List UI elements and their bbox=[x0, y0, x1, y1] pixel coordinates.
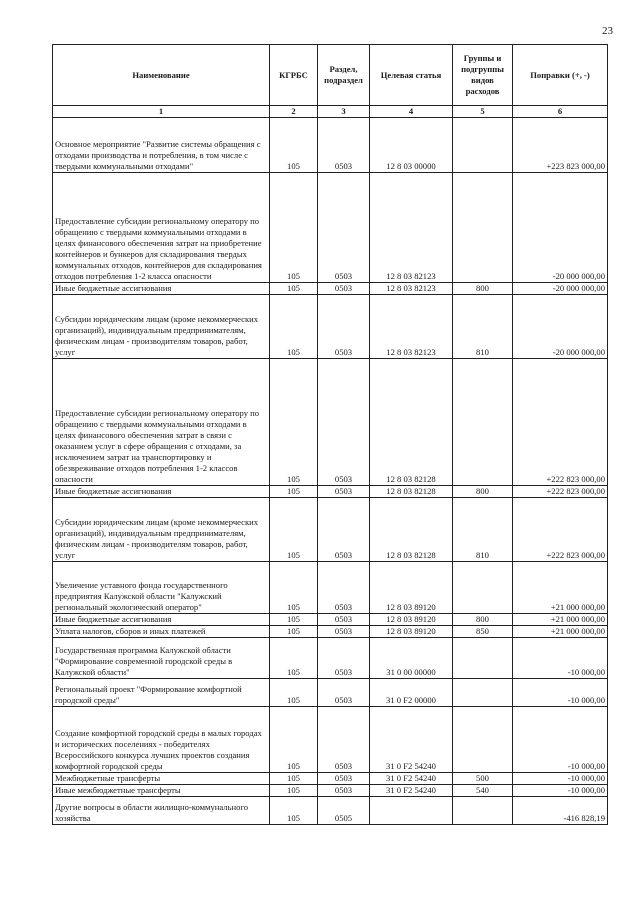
row-target: 12 8 03 82123 bbox=[370, 283, 453, 295]
header-groups: Группы и подгруппы видов расходов bbox=[453, 45, 513, 106]
table-row bbox=[53, 486, 608, 498]
row-kgrbs: 105 bbox=[270, 707, 318, 773]
row-section: 0503 bbox=[318, 638, 370, 679]
row-section: 0503 bbox=[318, 614, 370, 626]
row-target: 12 8 03 82128 bbox=[370, 498, 453, 562]
row-amount: -20 000 000,00 bbox=[513, 283, 608, 295]
row-section: 0503 bbox=[318, 707, 370, 773]
row-section: 0503 bbox=[318, 486, 370, 498]
row-group bbox=[453, 173, 513, 283]
row-section: 0503 bbox=[318, 785, 370, 797]
row-kgrbs: 105 bbox=[270, 773, 318, 785]
row-group: 800 bbox=[453, 283, 513, 295]
table-row bbox=[53, 295, 608, 359]
row-amount: -20 000 000,00 bbox=[513, 295, 608, 359]
row-amount: +222 823 000,00 bbox=[513, 498, 608, 562]
row-amount: +21 000 000,00 bbox=[513, 614, 608, 626]
row-name: Межбюджетные трансферты bbox=[53, 773, 270, 785]
table-row bbox=[53, 707, 608, 773]
row-name: Увеличение уставного фонда государственного предприятия Калужской области "Калужский региональный экологический оператор" bbox=[53, 562, 270, 614]
row-section: 0503 bbox=[318, 173, 370, 283]
row-group bbox=[453, 562, 513, 614]
row-target: 31 0 F2 54240 bbox=[370, 707, 453, 773]
header-kgrbs: КГРБС bbox=[270, 45, 318, 106]
row-section: 0503 bbox=[318, 679, 370, 707]
row-kgrbs: 105 bbox=[270, 785, 318, 797]
row-kgrbs: 105 bbox=[270, 614, 318, 626]
row-target: 12 8 03 82123 bbox=[370, 295, 453, 359]
row-name: Создание комфортной городской среды в малых городах и исторических поселениях - победителях Всероссийского конкурса лучших проектов создания комфортной городской среды bbox=[53, 707, 270, 773]
table-row bbox=[53, 679, 608, 707]
row-name: Другие вопросы в области жилищно-коммунального хозяйства bbox=[53, 797, 270, 825]
header-target: Целевая статья bbox=[370, 45, 453, 106]
col-index: 1 bbox=[53, 106, 270, 118]
row-name: Государственная программа Калужской области "Формирование современной городской среды в Калужской области" bbox=[53, 638, 270, 679]
row-target bbox=[370, 797, 453, 825]
row-amount: +21 000 000,00 bbox=[513, 562, 608, 614]
table-row bbox=[53, 562, 608, 614]
row-target: 31 0 F2 00000 bbox=[370, 679, 453, 707]
row-target: 12 8 03 89120 bbox=[370, 614, 453, 626]
row-amount: -10 000,00 bbox=[513, 638, 608, 679]
table-row bbox=[53, 359, 608, 486]
row-name: Предоставление субсидии региональному оператору по обращению с твердыми коммунальными отходами в целях финансового обеспечения затрат в связи с оказанием услуг в сфере обращения с отходами, за исключением затрат на транспортировку и обезвреживание отходов потребления 1-2 классов опасности bbox=[53, 359, 270, 486]
row-group: 800 bbox=[453, 486, 513, 498]
table-row bbox=[53, 614, 608, 626]
row-section: 0503 bbox=[318, 562, 370, 614]
row-section: 0503 bbox=[318, 118, 370, 173]
row-amount: -416 828,19 bbox=[513, 797, 608, 825]
col-index: 2 bbox=[270, 106, 318, 118]
row-kgrbs: 105 bbox=[270, 118, 318, 173]
row-section: 0503 bbox=[318, 283, 370, 295]
row-kgrbs: 105 bbox=[270, 173, 318, 283]
row-name: Предоставление субсидии региональному оператору по обращению с твердыми коммунальными отходами в целях финансового обеспечения затрат на приобретение контейнеров и бункеров для складирования твердых коммунальных отходов, контейнеров для складирования отходов потребления 1-2 класса опасности bbox=[53, 173, 270, 283]
row-group bbox=[453, 359, 513, 486]
row-group: 500 bbox=[453, 773, 513, 785]
row-amount: -10 000,00 bbox=[513, 707, 608, 773]
row-amount: -20 000 000,00 bbox=[513, 173, 608, 283]
row-kgrbs: 105 bbox=[270, 562, 318, 614]
row-group bbox=[453, 707, 513, 773]
row-kgrbs: 105 bbox=[270, 283, 318, 295]
row-group bbox=[453, 679, 513, 707]
row-amount: +223 823 000,00 bbox=[513, 118, 608, 173]
row-amount: +222 823 000,00 bbox=[513, 359, 608, 486]
table-row bbox=[53, 773, 608, 785]
row-amount: +222 823 000,00 bbox=[513, 486, 608, 498]
row-kgrbs: 105 bbox=[270, 797, 318, 825]
table-row bbox=[53, 797, 608, 825]
header-amend: Поправки (+, -) bbox=[513, 45, 608, 106]
row-name: Основное мероприятие "Развитие системы обращения с отходами производства и потребления, в том числе с твердыми коммунальными отходами" bbox=[53, 118, 270, 173]
row-amount: -10 000,00 bbox=[513, 773, 608, 785]
row-name: Иные межбюджетные трансферты bbox=[53, 785, 270, 797]
col-index: 5 bbox=[453, 106, 513, 118]
row-name: Субсидии юридическим лицам (кроме некоммерческих организаций), индивидуальным предпринимателям, физическим лицам - производителям товаров, работ, услуг bbox=[53, 295, 270, 359]
row-group bbox=[453, 797, 513, 825]
row-name: Иные бюджетные ассигнования bbox=[53, 614, 270, 626]
header-row bbox=[53, 45, 608, 106]
row-section: 0503 bbox=[318, 295, 370, 359]
row-group: 810 bbox=[453, 498, 513, 562]
row-target: 31 0 F2 54240 bbox=[370, 773, 453, 785]
page-number: 23 bbox=[602, 25, 613, 37]
row-section: 0503 bbox=[318, 498, 370, 562]
table-row bbox=[53, 173, 608, 283]
row-name: Региональный проект "Формирование комфортной городской среды" bbox=[53, 679, 270, 707]
row-kgrbs: 105 bbox=[270, 679, 318, 707]
table-row bbox=[53, 118, 608, 173]
row-section: 0503 bbox=[318, 359, 370, 486]
table-row bbox=[53, 785, 608, 797]
row-group bbox=[453, 638, 513, 679]
row-target: 31 0 00 00000 bbox=[370, 638, 453, 679]
row-amount: -10 000,00 bbox=[513, 679, 608, 707]
row-amount: +21 000 000,00 bbox=[513, 626, 608, 638]
table-row bbox=[53, 498, 608, 562]
row-group: 810 bbox=[453, 295, 513, 359]
row-name: Субсидии юридическим лицам (кроме некоммерческих организаций), индивидуальным предпринимателям, физическим лицам - производителям товаров, работ, услуг bbox=[53, 498, 270, 562]
row-target: 12 8 03 89120 bbox=[370, 626, 453, 638]
budget-table bbox=[52, 44, 608, 825]
row-group: 800 bbox=[453, 614, 513, 626]
row-kgrbs: 105 bbox=[270, 359, 318, 486]
row-kgrbs: 105 bbox=[270, 626, 318, 638]
row-target: 12 8 03 89120 bbox=[370, 562, 453, 614]
row-section: 0503 bbox=[318, 773, 370, 785]
row-target: 12 8 03 82128 bbox=[370, 486, 453, 498]
row-kgrbs: 105 bbox=[270, 638, 318, 679]
table-row bbox=[53, 638, 608, 679]
table-row bbox=[53, 626, 608, 638]
col-index: 6 bbox=[513, 106, 608, 118]
col-index: 3 bbox=[318, 106, 370, 118]
col-index: 4 bbox=[370, 106, 453, 118]
row-amount: -10 000,00 bbox=[513, 785, 608, 797]
row-kgrbs: 105 bbox=[270, 486, 318, 498]
row-kgrbs: 105 bbox=[270, 295, 318, 359]
row-section: 0505 bbox=[318, 797, 370, 825]
row-name: Иные бюджетные ассигнования bbox=[53, 486, 270, 498]
row-target: 31 0 F2 54240 bbox=[370, 785, 453, 797]
row-target: 12 8 03 82123 bbox=[370, 173, 453, 283]
header-name: Наименование bbox=[53, 45, 270, 106]
row-target: 12 8 03 82128 bbox=[370, 359, 453, 486]
table-row bbox=[53, 283, 608, 295]
row-kgrbs: 105 bbox=[270, 498, 318, 562]
row-group: 540 bbox=[453, 785, 513, 797]
row-target: 12 8 03 00000 bbox=[370, 118, 453, 173]
row-section: 0503 bbox=[318, 626, 370, 638]
row-group bbox=[453, 118, 513, 173]
header-section: Раздел, подраздел bbox=[318, 45, 370, 106]
row-name: Уплата налогов, сборов и иных платежей bbox=[53, 626, 270, 638]
row-name: Иные бюджетные ассигнования bbox=[53, 283, 270, 295]
row-group: 850 bbox=[453, 626, 513, 638]
column-index-row bbox=[53, 106, 608, 118]
